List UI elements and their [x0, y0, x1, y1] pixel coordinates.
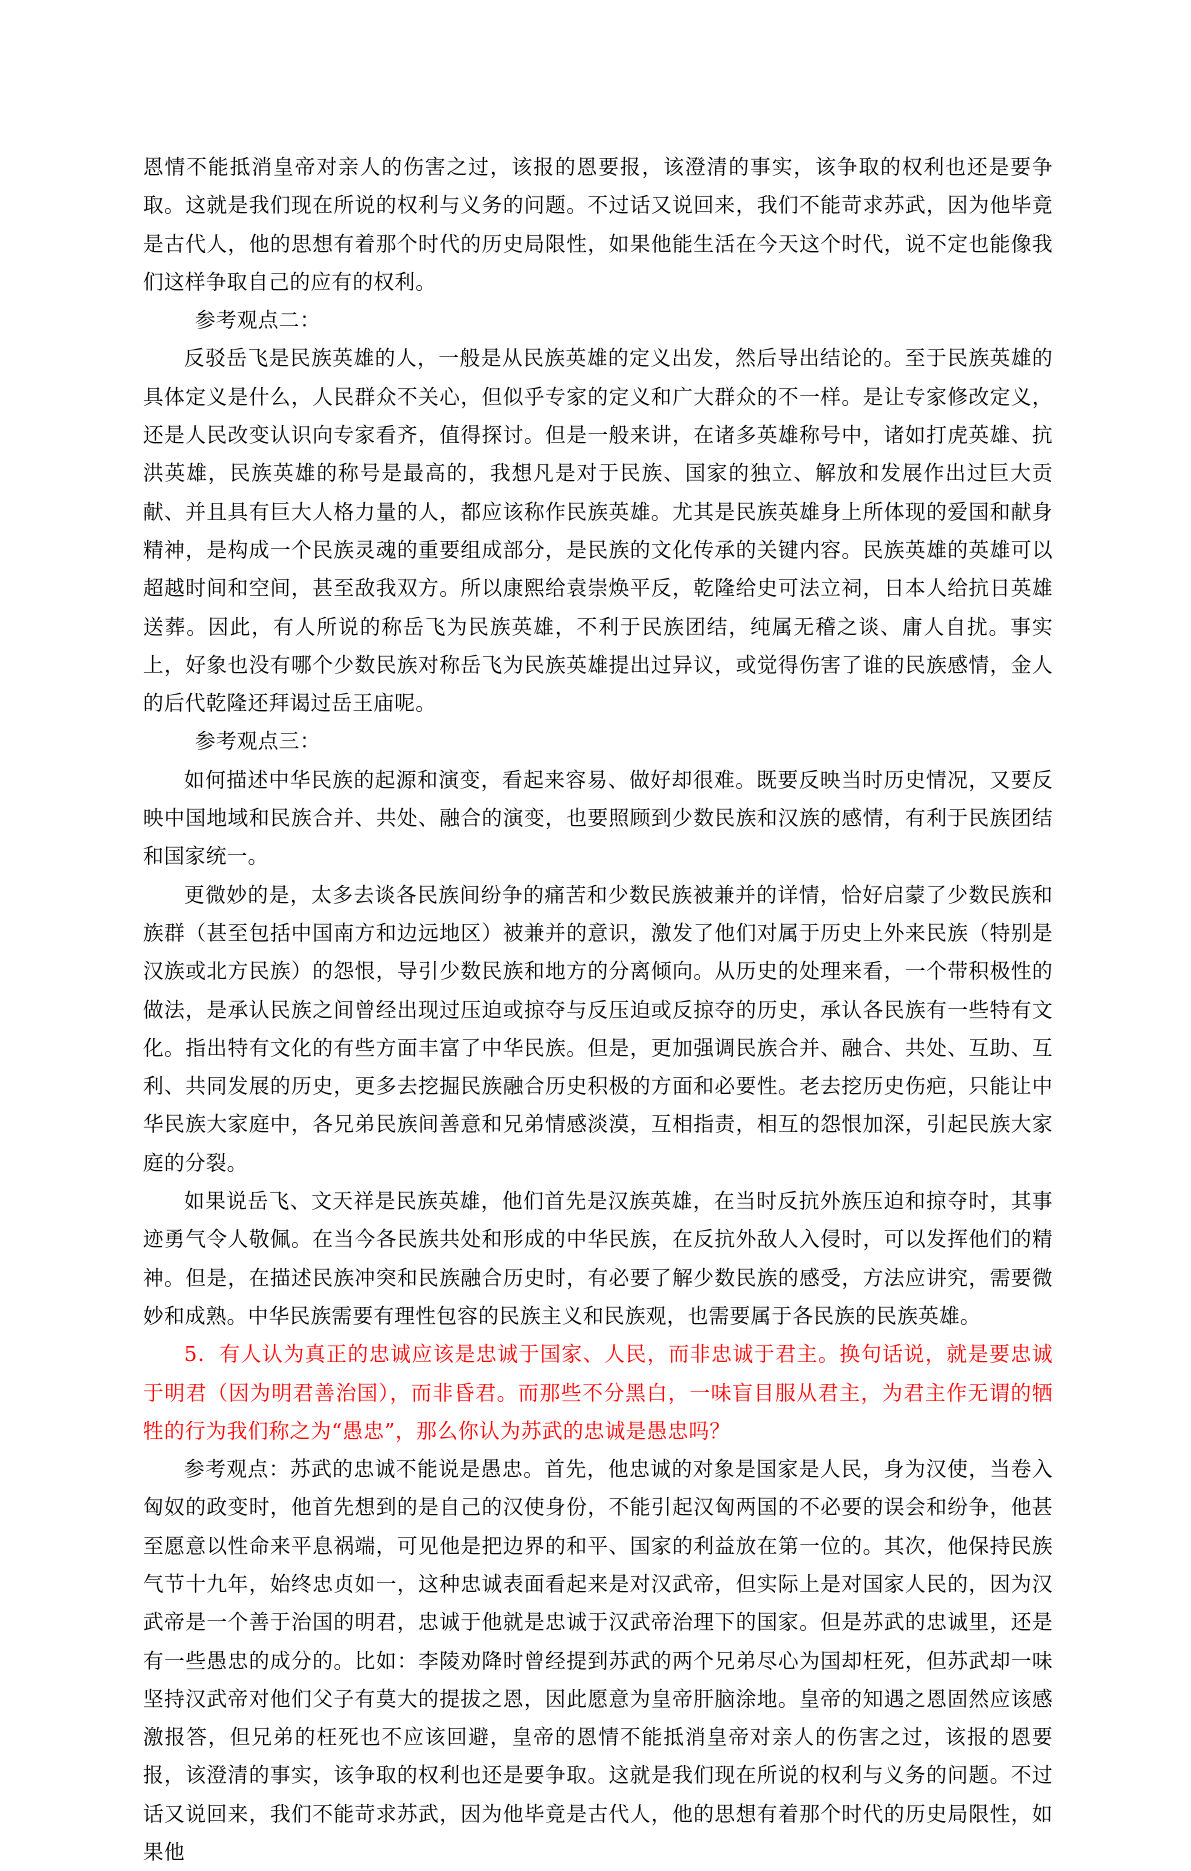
- reference-view-2-heading: 参考观点二：: [195, 308, 321, 333]
- reference-view-2-body: 反驳岳飞是民族英雄的人，一般是从民族英雄的定义出发，然后导出结论的。至于民族英雄的具体定义是什么，人民群众不关心，但似乎专家的定义和广大群众的不一样。是让专家修改定义，还是人民改变认识向专家看齐，值得探讨。但是一般来讲，在诸多英雄称号中，诸如打虎英雄、抗洪英雄，民族英雄的称号是最高的，我想凡是对于民族、国家的独立、解放和发展作出过巨大贡献、并且具有巨大人格力量的人，都应该称作民族英雄。尤其是民族英雄身上所体现的爱国和献身精神，是构成一个民族灵魂的重要组成部分，是民族的文化传承的关键内容。民族英雄的英雄可以超越时间和空间，甚至敌我双方。所以康熙给袁崇焕平反，乾隆给史可法立祠，日本人给抗日英雄送葬。因此，有人所说的称岳飞为民族英雄，不利于民族团结，纯属无稽之谈、庸人自扰。事实上，好象也没有哪个少数民族对称岳飞为民族英雄提出过异议，或觉得伤害了谁的民族感情，金人的后代乾隆还拜谒过岳王庙呢。: [143, 346, 1053, 716]
- reference-view-3-heading: 参考观点三：: [195, 729, 321, 754]
- reference-view-3-body-1: 如何描述中华民族的起源和演变，看起来容易、做好却很难。既要反映当时历史情况，又要反映中国地域和民族合并、共处、融合的演变，也要照顾到少数民族和汉族的感情，有利于民族团结和国家统一。: [143, 767, 1053, 869]
- question-5: 5．有人认为真正的忠诚应该是忠诚于国家、人民，而非忠诚于君主。换句话说，就是要忠诚于明君（因为明君善治国），而非昏君。而那些不分黑白，一味盲目服从君主，为君主作无谓的牺牲的行为我们称之为“愚忠”，那么你认为苏武的忠诚是愚忠吗？: [143, 1342, 1053, 1443]
- reference-view-3-body-3: 如果说岳飞、文天祥是民族英雄，他们首先是汉族英雄，在当时反抗外族压迫和掠夺时，其事迹勇气令人敬佩。在当今各民族共处和形成的中华民族，在反抗外敌人入侵时，可以发挥他们的精神。但是，在描述民族冲突和民族融合历史时，有必要了解少数民族的感受，方法应讲究，需要微妙和成熟。中华民族需要有理性包容的民族主义和民族观，也需要属于各民族的民族英雄。: [143, 1189, 1053, 1328]
- reference-view-3-body-2: 更微妙的是，太多去谈各民族间纷争的痛苦和少数民族被兼并的详情，恰好启蒙了少数民族和族群（甚至包括中国南方和边远地区）被兼并的意识，激发了他们对属于历史上外来民族（特别是汉族或北方民族）的怨恨，导引少数民族和地方的分离倾向。从历史的处理来看，一个带积极性的做法，是承认民族之间曾经出现过压迫或掠夺与反压迫或反掠夺的历史，承认各民族有一些特有文化。指出特有文化的有些方面丰富了中华民族。但是，更加强调民族合并、融合、共处、互助、互利、共同发展的历史，更多去挖掘民族融合历史积极的方面和必要性。老去挖历史伤疤，只能让中华民族大家庭中，各兄弟民族间善意和兄弟情感淡漠，互相指责，相互的怨恨加深，引起民族大家庭的分裂。: [143, 882, 1053, 1175]
- document-body: [143, 148, 1053, 1871]
- question-5-reference-view: 参考观点：苏武的忠诚不能说是愚忠。首先，他忠诚的对象是国家是人民，身为汉使，当卷入匈奴的政变时，他首先想到的是自己的汉使身份，不能引起汉匈两国的不必要的误会和纷争，他甚至愿意以性命来平息祸端，可见他是把边界的和平、国家的利益放在第一位的。其次，他保持民族气节十九年，始终忠贞如一，这种忠诚表面看起来是对汉武帝，但实际上是对国家人民的，因为汉武帝是一个善于治国的明君，忠诚于他就是忠诚于汉武帝治理下的国家。但是苏武的忠诚里，还是有一些愚忠的成分的。比如：李陵劝降时曾经提到苏武的两个兄弟尽心为国却枉死，但苏武却一味坚持汉武帝对他们父子有莫大的提拔之恩，因此愿意为皇帝肝脑涂地。皇帝的知遇之恩固然应该感激报答，但兄弟的枉死也不应该回避，皇帝的恩情不能抵消皇帝对亲人的伤害之过，该报的恩要报，该澄清的事实，该争取的权利也还是要争取。这就是我们现在所说的权利与义务的问题。不过话又说回来，我们不能苛求苏武，因为他毕竟是古代人，他的思想有着那个时代的历史局限性，如果他: [143, 1457, 1053, 1865]
- paragraph-continuation: 恩情不能抵消皇帝对亲人的伤害之过，该报的恩要报，该澄清的事实，该争取的权利也还是要争取。这就是我们现在所说的权利与义务的问题。不过话又说回来，我们不能苛求苏武，因为他毕竟是古代人，他的思想有着那个时代的历史局限性，如果他能生活在今天这个时代，说不定也能像我们这样争取自己的应有的权利。: [143, 155, 1053, 294]
